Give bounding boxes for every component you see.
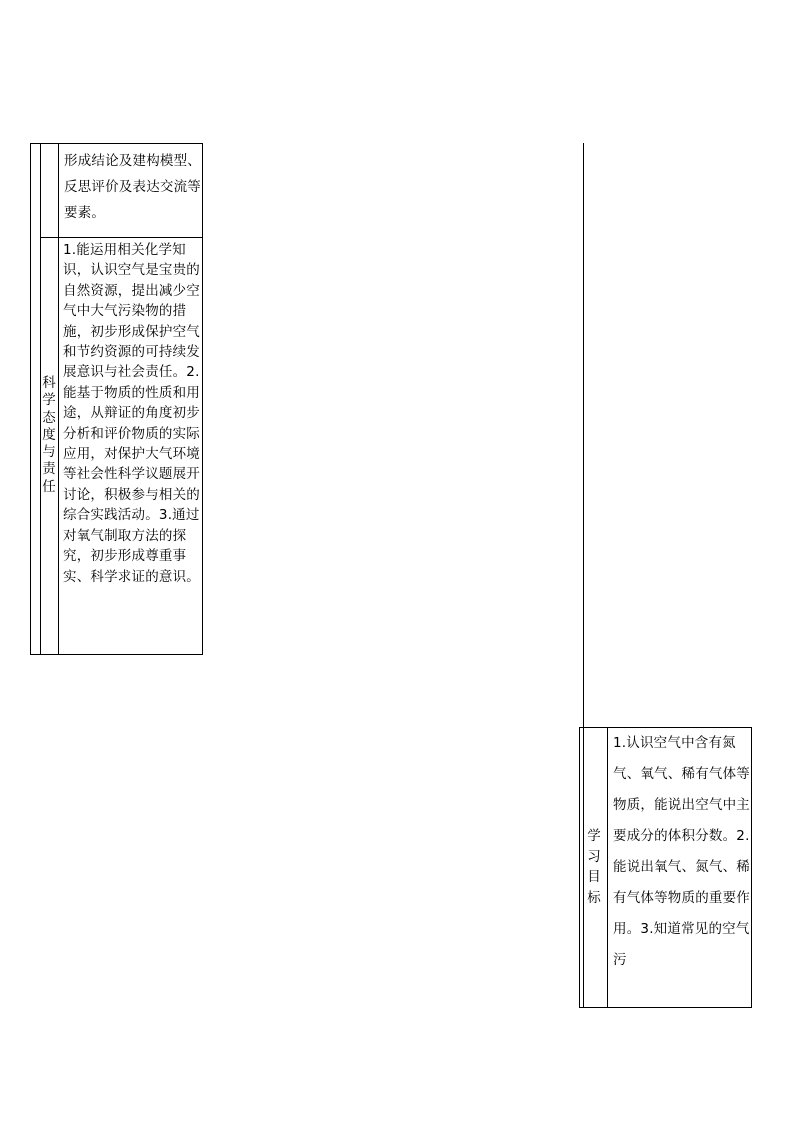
table-2-col-divider-2: [607, 727, 608, 1008]
table-1-row-2-text: 1.能运用相关化学知识，认识空气是宝贵的自然资源，提出减少空气中大气污染物的措施，初步形成保护空气和节约资源的可持续发展意识与社会责任。2.能基于物质的性质和用途，从辩证的角度初步分析和评价物质的实际应用，对保护大气环境等社会性科学议题展开讨论，积极参与相关的综合实践活动。3.通过对氧气制取方法的探究，初步形成尊重事实、科学求证的意识。: [63, 242, 200, 585]
table-1-col-divider-1: [40, 143, 41, 655]
page-column-divider: [583, 143, 584, 730]
table-2-text: 1.认识空气中含有氮气、氧气、稀有气体等物质，能说出空气中主要成分的体积分数。2.能说出氧气、氮气、稀有气体等物质的重要作用。3.知道常见的空气污: [613, 735, 750, 968]
table-1-row-2-label: 科学态度与责任: [42, 375, 56, 495]
table-1-row-1-text: 形成结论及建构模型、反思评价及表达交流等要素。: [64, 153, 201, 221]
table-2-label: 学习目标: [587, 828, 601, 906]
table-1-col-divider-2: [58, 143, 59, 655]
table-1-row-divider: [40, 237, 203, 238]
table-2-col-divider-1: [583, 727, 584, 1008]
